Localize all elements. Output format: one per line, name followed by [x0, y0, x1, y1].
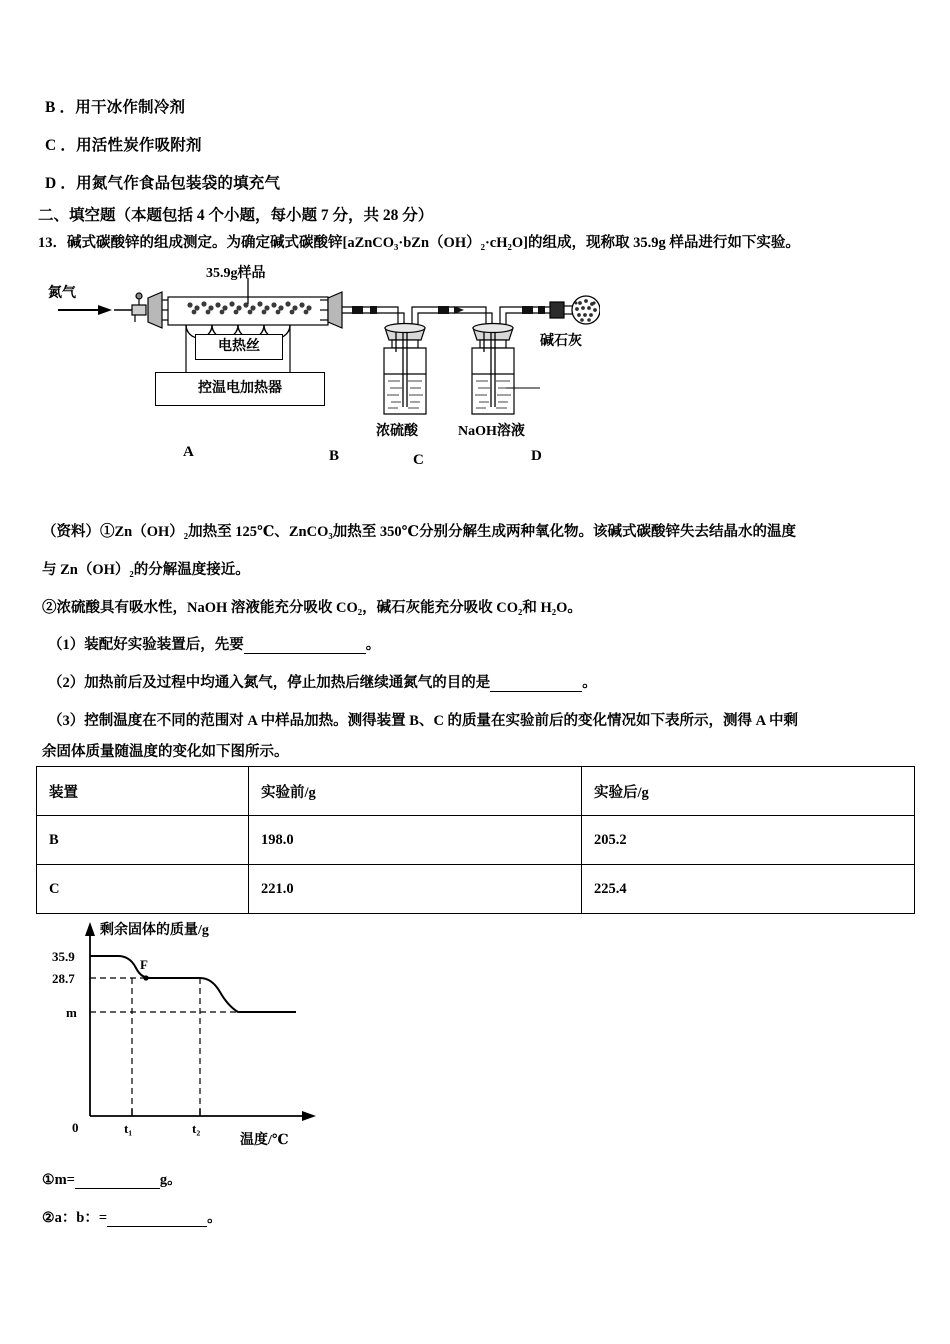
info-line-2: 与 Zn（OH）₂的分解温度接近。 — [42, 562, 250, 578]
table-cell-before-c: 221.0 — [249, 865, 582, 914]
y-tick-35-9: 35.9 — [52, 949, 75, 964]
answer-2-unit: 。 — [207, 1210, 222, 1226]
subquestion-2 — [48, 671, 597, 692]
option-b — [45, 95, 185, 117]
apparatus-letter-d: D — [531, 448, 542, 464]
answer-2-number: ② — [42, 1211, 55, 1226]
section-heading: 二、填空题（本题包括 4 个小题，每小题 7 分，共 28 分） — [38, 207, 434, 224]
subquestion-2-text: （2）加热前后及过程中均通入氮气，停止加热后继续通氮气的目的是 — [48, 675, 491, 691]
sample-label: 35.9g样品 — [206, 266, 266, 281]
answer-2-label: a：b：= — [54, 1210, 108, 1226]
table-cell-before-b: 198.0 — [249, 816, 582, 865]
answer-1-unit: g。 — [159, 1172, 182, 1188]
apparatus-letter-a: A — [183, 444, 194, 460]
heating-wire-box: 电热丝 — [195, 334, 283, 360]
info-line-1: （资料）①Zn（OH）₂加热至 125℃、ZnCO₃加热至 350℃分别分解生成两种氧化物。该碱式碳酸锌失去结晶水的温度 — [42, 524, 796, 540]
subquestion-1 — [48, 633, 380, 654]
option-c — [45, 133, 202, 155]
x-tick-t2: t₂ — [192, 1121, 201, 1136]
subquestion-1-text: （1）装配好实验装置后，先要 — [48, 637, 244, 653]
bottle-c-label: NaOH溶液 — [458, 424, 525, 439]
option-b-letter: B — [45, 99, 56, 116]
bottle-b-label: 浓硫酸 — [376, 424, 418, 439]
option-d-text: 用氮气作食品包装袋的填充气 — [76, 175, 281, 192]
table-header-before: 实验前/g — [249, 767, 582, 816]
answer-1-label: m= — [54, 1172, 75, 1188]
answer-2-blank[interactable] — [107, 1211, 207, 1227]
point-f-label: F — [140, 957, 148, 972]
subquestion-2-period: 。 — [582, 675, 597, 691]
chart-origin-label: 0 — [72, 1120, 79, 1135]
answer-1-blank[interactable] — [75, 1173, 160, 1189]
y-tick-28-7: 28.7 — [52, 971, 75, 986]
option-c-sep: ． — [60, 137, 77, 154]
subquestion-3-line-1: （3）控制温度在不同的范围对 A 中样品加热。测得装置 B、C 的质量在实验前后的变化情况如下表所示，测得 A 中剩 — [48, 713, 798, 729]
y-tick-m: m — [66, 1005, 77, 1020]
measurement-table — [36, 766, 915, 914]
option-d — [45, 171, 280, 193]
table-cell-device-b: B — [37, 816, 249, 865]
x-tick-t1: t₁ — [124, 1121, 133, 1136]
option-b-text: 用干冰作制冷剂 — [75, 99, 186, 116]
chart-y-axis-label: 剩余固体的质量/g — [100, 923, 209, 938]
table-cell-device-c: C — [37, 865, 249, 914]
option-d-letter: D — [45, 175, 57, 192]
apparatus-letter-b: B — [329, 448, 340, 464]
subquestion-1-period: 。 — [365, 637, 381, 653]
table-cell-after-c: 225.4 — [582, 865, 915, 914]
x-axis-arrow — [302, 1111, 316, 1121]
apparatus-letter-c: C — [413, 452, 424, 468]
subquestion-2-blank[interactable] — [490, 676, 582, 692]
answer-line-2 — [42, 1206, 222, 1227]
table-row — [37, 816, 915, 865]
table-header-device: 装置 — [37, 767, 249, 816]
heater-control-box: 控温电加热器 — [155, 372, 325, 406]
chart-curve — [90, 956, 296, 1012]
apparatus-diagram — [40, 262, 600, 477]
option-b-sep: ． — [59, 99, 76, 116]
table-header-row — [37, 767, 915, 816]
table-cell-after-b: 205.2 — [582, 816, 915, 865]
point-f-marker — [143, 975, 148, 980]
subquestion-3-line-2: 余固体质量随温度的变化如下图所示。 — [42, 744, 289, 760]
option-c-text: 用活性炭作吸附剂 — [76, 137, 202, 154]
info-line-3: ②浓硫酸具有吸水性，NaOH 溶液能充分吸收 CO₂，碱石灰能充分吸收 CO₂和 H₂O。 — [42, 600, 582, 616]
question-13 — [38, 231, 800, 252]
question-13-text: 碱式碳酸锌的组成测定。为确定碱式碳酸锌[aZnCO₃·bZn（OH）₂·cH₂O]的组成，现称取 35.9g 样品进行如下实验。 — [67, 235, 800, 251]
subquestion-1-blank[interactable] — [244, 638, 366, 654]
option-c-letter: C — [45, 137, 57, 154]
table-header-after: 实验后/g — [582, 767, 915, 816]
question-13-number: 13． — [38, 235, 67, 251]
option-d-sep: ． — [60, 175, 77, 192]
soda-lime-label: 碱石灰 — [540, 334, 582, 349]
y-axis-arrow — [85, 922, 95, 936]
mass-vs-temperature-chart — [44, 916, 384, 1148]
chart-x-axis-label: 温度/℃ — [240, 1133, 289, 1148]
table-row — [37, 865, 915, 914]
answer-1-number: ① — [42, 1173, 55, 1188]
answer-line-1 — [42, 1168, 182, 1189]
nitrogen-inlet-label: 氮气 — [48, 286, 76, 301]
